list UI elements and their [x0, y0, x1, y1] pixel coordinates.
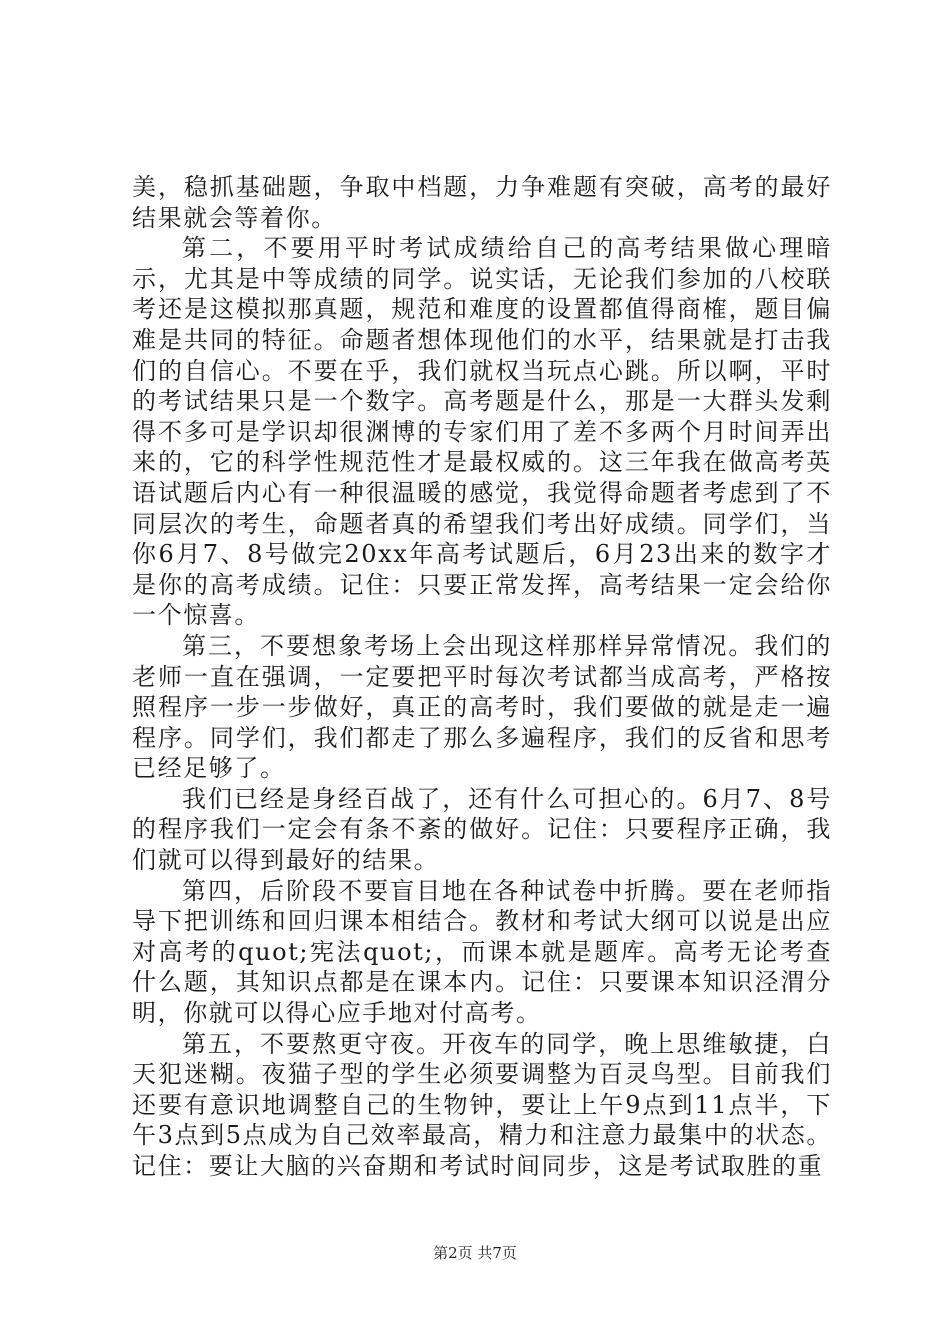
- paragraph-point-two: 第二，不要用平时考试成绩给自己的高考结果做心理暗示，尤其是中等成绩的同学。说实话，无论我们参加的八校联考还是这模拟那真题，规范和难度的设置都值得商榷，题目偏难是共同的特征。命题者想体现他们的水平，结果就是打击我们的自信心。不要在乎，我们就权当玩点心跳。所以啊，平时的考试结果只是一个数字。高考题是什么，那是一大群头发剩得不多可是学识却很渊博的专家们用了差不多两个月时间弄出来的，它的科学性规范性才是最权威的。这三年我在做高考英语试题后内心有一种很温暖的感觉，我觉得命题者考虑到了不同层次的考生，命题者真的希望我们考出好成绩。同学们，当你6月7、8号做完20xx年高考试题后，6月23出来的数字才是你的高考成绩。记住：只要正常发挥，高考结果一定会给你一个惊喜。: [132, 234, 832, 630]
- paragraph-reassurance: 我们已经是身经百战了，还有什么可担心的。6月7、8号的程序我们一定会有条不紊的做好。记住：只要程序正确，我们就可以得到最好的结果。: [132, 784, 832, 875]
- paragraph-point-three: 第三，不要想象考场上会出现这样那样异常情况。我们的老师一直在强调，一定要把平时每次考试都当成高考，严格按照程序一步一步做好，真正的高考时，我们要做的就是走一遍程序。同学们，我们都走了那么多遍程序，我们的反省和思考已经足够了。: [132, 631, 832, 783]
- paragraph-point-five: 第五，不要熬更守夜。开夜车的同学，晚上思维敏捷，白天犯迷糊。夜猫子型的学生必须要调整为百灵鸟型。目前我们还要有意识地调整自己的生物钟，要让上午9点到11点半，下午3点到5点成为自己效率最高，精力和注意力最集中的状态。记住：要让大脑的兴奋期和考试时间同步，这是考试取胜的重: [132, 1029, 832, 1180]
- paragraph-continuation: 美，稳抓基础题，争取中档题，力争难题有突破，高考的最好结果就会等着你。: [132, 173, 832, 232]
- paragraph-point-four: 第四，后阶段不要盲目地在各种试卷中折腾。要在老师指导下把训练和回归课本相结合。教材和考试大纲可以说是出应对高考的quot;宪法quot;，而课本就是题库。高考无论考查什么题，其知识点都是在课本内。记住：只要课本知识泾渭分明，你就可以得心应手地对付高考。: [132, 876, 832, 1028]
- document-body: [132, 172, 832, 1182]
- page-number-footer: 第2页 共7页: [433, 1244, 517, 1262]
